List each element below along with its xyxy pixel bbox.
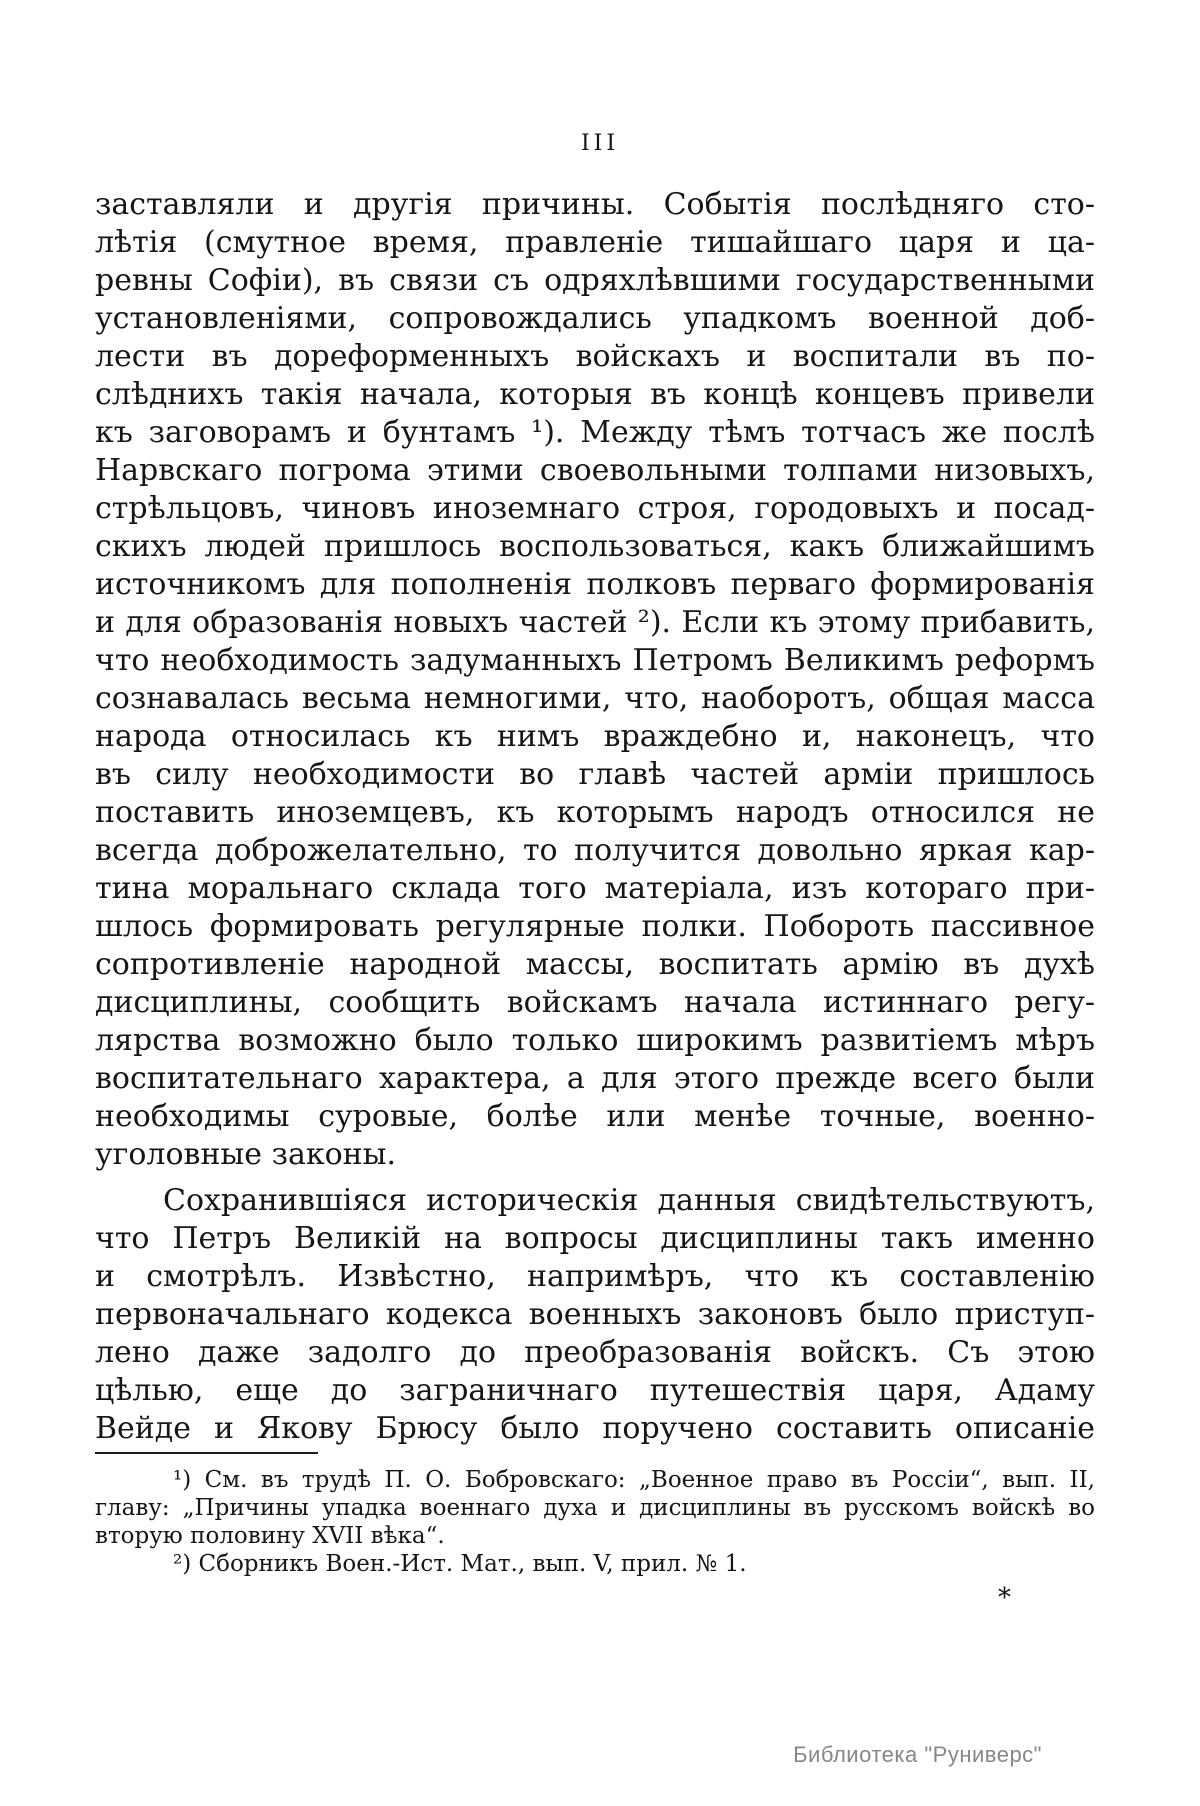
text-line: поставить иноземцевъ, къ которымъ народъ относился не <box>95 795 1095 830</box>
text-line: лярства возможно было только широкимъ развитіемъ мѣръ <box>95 1023 1095 1058</box>
paragraph <box>95 1182 1095 1448</box>
section-asterisk: * <box>998 1583 1011 1613</box>
footnote-line: вторую половину XVII вѣка“. <box>95 1523 445 1549</box>
text-line: что необходимость задуманныхъ Петромъ Великимъ реформъ <box>95 643 1095 678</box>
text-line: всегда доброжелательно, то получится довольно яркая кар- <box>95 833 1095 868</box>
text-line: цѣлью, еще до заграничнаго путешествія царя, Адаму <box>95 1373 1095 1408</box>
footnotes <box>95 1466 1095 1578</box>
text-line: заставляли и другія причины. Событія послѣдняго сто- <box>95 187 1095 222</box>
text-line: народа относилась къ нимъ враждебно и, наконецъ, что <box>95 719 1095 754</box>
library-watermark: Библиотека "Руниверс" <box>793 1742 1042 1767</box>
text-line: источникомъ для пополненія полковъ перваго формированія <box>95 567 1095 602</box>
text-line: сознавалась весьма немногими, что, наоборотъ, общая масса <box>95 681 1095 716</box>
text-line: установленіями, сопровождались упадкомъ военной доб- <box>95 301 1095 336</box>
text-line: уголовные законы. <box>95 1137 397 1172</box>
text-line: сопротивленіе народной массы, воспитать армію въ духѣ <box>95 947 1095 982</box>
text-line: лѣтія (смутное время, правленіе тишайшаго царя и ца- <box>95 225 1095 260</box>
text-line: и для образованія новыхъ частей ²). Если къ этому прибавить, <box>95 605 1095 640</box>
footnote-line: ¹) См. въ трудѣ П. О. Бобровскаго: „Военное право въ Россіи“, вып. II, <box>173 1467 1095 1493</box>
footnote-line: главу: „Причины упадка военнаго духа и дисциплины въ русскомъ войскѣ во <box>95 1495 1095 1521</box>
text-line: Вейде и Якову Брюсу было поручено составить описаніе <box>95 1411 1095 1446</box>
text-line: воспитательнаго характера, а для этого прежде всего были <box>95 1061 1095 1096</box>
text-line: что Петръ Великій на вопросы дисциплины такъ именно <box>95 1221 1095 1256</box>
paragraph <box>95 186 1095 1174</box>
text-line: и смотрѣлъ. Извѣстно, напримѣръ, что къ составленію <box>95 1259 1095 1294</box>
text-line: стрѣльцовъ, чиновъ иноземнаго строя, городовыхъ и посад- <box>95 491 1095 526</box>
text-line: ревны Софіи), въ связи съ одряхлѣвшими государственными <box>95 263 1095 298</box>
text-line: шлось формировать регулярные полки. Побороть пассивное <box>95 909 1095 944</box>
text-line: первоначальнаго кодекса военныхъ законовъ было приступ- <box>95 1297 1095 1332</box>
text-line: Нарвскаго погрома этими своевольными толпами низовыхъ, <box>95 453 1095 488</box>
text-line: дисциплины, сообщить войскамъ начала истиннаго регу- <box>95 985 1095 1020</box>
text-line: къ заговорамъ и бунтамъ ¹). Между тѣмъ тотчасъ же послѣ <box>95 415 1095 450</box>
text-line: лести въ дореформенныхъ войскахъ и воспитали въ по- <box>95 339 1095 374</box>
text-line: тина моральнаго склада того матеріала, изъ котораго при- <box>95 871 1095 906</box>
text-line: Сохранившіяся историческія данныя свидѣтельствуютъ, <box>163 1183 1095 1218</box>
text-line: слѣднихъ такія начала, которыя въ концѣ концевъ привели <box>95 377 1095 412</box>
body-text <box>95 186 1095 1448</box>
text-line: лено даже задолго до преобразованія войскъ. Съ этою <box>95 1335 1095 1370</box>
text-line: въ силу необходимости во главѣ частей арміи пришлось <box>95 757 1095 792</box>
page-number: III <box>580 131 620 156</box>
footnote-separator-rule <box>95 1452 318 1454</box>
text-line: необходимы суровые, болѣе или менѣе точные, военно- <box>95 1099 1095 1134</box>
text-line: скихъ людей пришлось воспользоваться, какъ ближайшимъ <box>95 529 1095 564</box>
footnote-line: ²) Сборникъ Воен.-Ист. Мат., вып. V, прил. № 1. <box>173 1551 747 1577</box>
